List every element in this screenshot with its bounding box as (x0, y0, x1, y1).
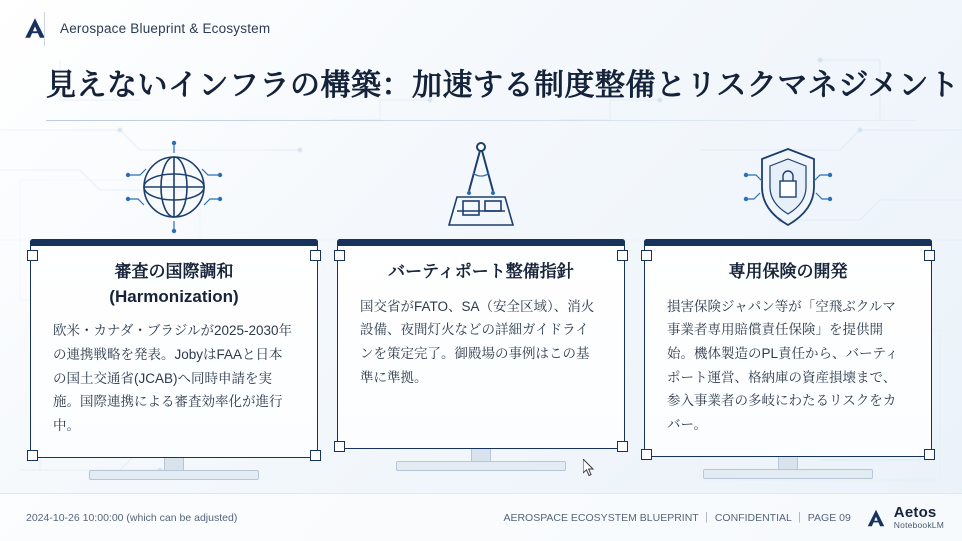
blueprint-compass-icon (429, 135, 533, 239)
card-body: 欧米・カナダ・ブラジルが2025-2030年の連携戦略を発表。JobyはFAAと日本の国土交通省(JCAB)へ同時申請を実施。国際連携による審査効率化が進行中。 (53, 323, 293, 433)
card-title-line2: (Harmonization) (109, 286, 239, 306)
footer-bar (0, 493, 962, 541)
panel-corner (310, 250, 321, 261)
card-panel (337, 239, 625, 449)
header-brand-label: Aerospace Blueprint & Ecosystem (60, 20, 271, 36)
card-title (667, 260, 909, 285)
panel-corner (334, 441, 345, 452)
footer-logo-sub: NotebookLM (893, 520, 944, 531)
card-stand-neck (164, 458, 184, 470)
card-body: 国交省がFATO、SA（安全区域）、消火設備、夜間灯火などの詳細ガイドラインを策定完了。御殿場の事例はこの基準に準拠。 (360, 298, 595, 385)
aetos-mark-icon (865, 507, 887, 529)
page-title: 見えないインフラの構築：加速する制度整備とリスクマネジメント (46, 69, 960, 102)
card-icon-area (736, 135, 840, 239)
footer-meta: AEROSPACE ECOSYSTEM BLUEPRINT ｜ CONFIDENTIAL ｜ PAGE 09 (503, 512, 851, 524)
card-stand-base (703, 469, 873, 479)
header-bar (0, 0, 962, 56)
card-title (53, 260, 295, 309)
card-icon-area (429, 135, 533, 239)
card-vertiport-guidelines (337, 135, 625, 480)
panel-corner (924, 250, 935, 261)
cards-row (0, 121, 962, 480)
footer-logo (865, 505, 944, 531)
card-title-line1: バーティポート整備指針 (388, 262, 574, 281)
card-stand-base (396, 461, 566, 471)
panel-corner (27, 450, 38, 461)
panel-corner (641, 250, 652, 261)
shield-lock-icon (736, 135, 840, 239)
card-stand-neck (778, 457, 798, 469)
card-stand-neck (471, 449, 491, 461)
card-body: 損害保険ジャパン等が「空飛ぶクルマ事業者専用賠償責任保険」を提供開始。機体製造のPL責任から、バーティポート運営、格納庫の資産損壊まで、参入事業者の多岐にわたるリスクをカバー。 (667, 298, 899, 432)
globe-network-icon (122, 135, 226, 239)
panel-corner (27, 250, 38, 261)
panel-corner (641, 449, 652, 460)
panel-corner (334, 250, 345, 261)
card-stand (30, 458, 318, 480)
card-stand-base (89, 470, 259, 480)
panel-corner (924, 449, 935, 460)
card-stand (644, 457, 932, 479)
card-dedicated-insurance (644, 135, 932, 480)
card-title-line1: 専用保険の開発 (728, 262, 848, 281)
footer-logo-main: Aetos (893, 503, 937, 521)
panel-corner (310, 450, 321, 461)
panel-corner (617, 441, 628, 452)
footer-timestamp: 2024-10-26 10:00:00 (which can be adjusted) (26, 511, 238, 524)
card-panel (30, 239, 318, 458)
card-icon-area (122, 135, 226, 239)
card-panel (644, 239, 932, 457)
footer-logo-text (894, 505, 944, 531)
header-divider (44, 12, 45, 46)
card-stand (337, 449, 625, 471)
card-title-line1: 審査の国際調和 (114, 262, 234, 281)
footer-right-group (503, 505, 944, 531)
card-harmonization (30, 135, 318, 480)
panel-corner (617, 250, 628, 261)
card-title (360, 260, 602, 285)
